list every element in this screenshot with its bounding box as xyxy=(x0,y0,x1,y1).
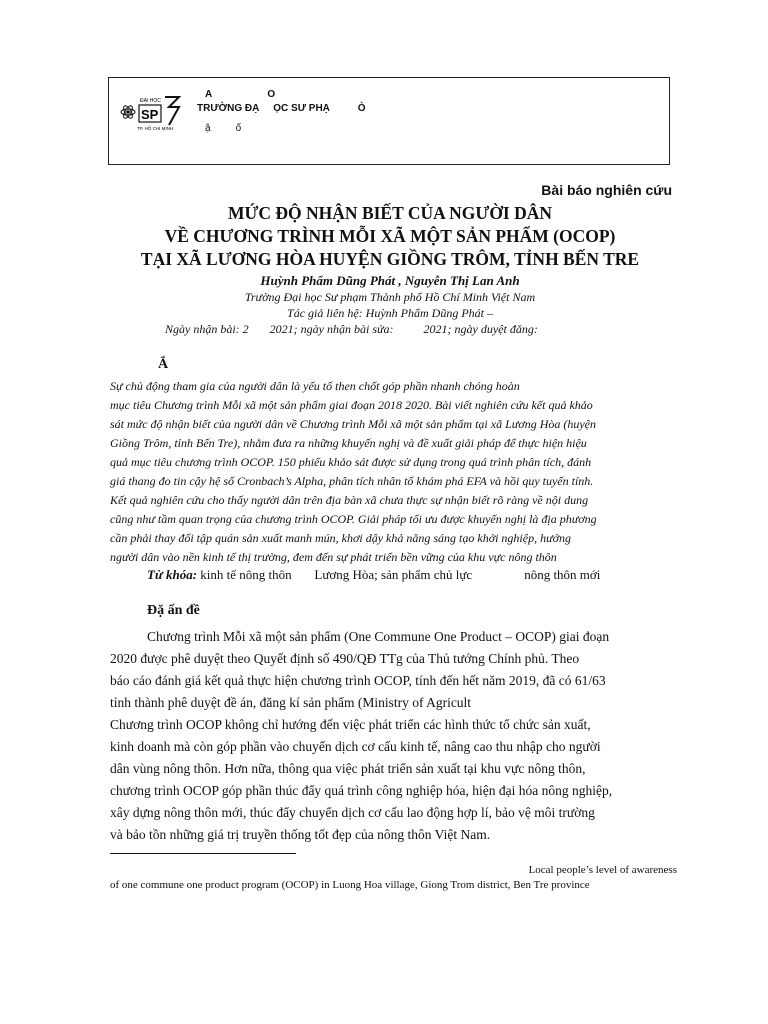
body-line: xây dựng nông thôn mới, thúc đẩy chuyển dịch cơ cấu lao động hợp lí, bảo vệ môi trường xyxy=(110,805,595,820)
footnote-rule xyxy=(110,853,296,854)
body-line: Chương trình OCOP không chỉ hướng đến việc phát triển các hình thức tổ chức sản xuất, xyxy=(110,717,591,732)
svg-text:SP: SP xyxy=(141,107,159,122)
header-line-2: TRƯỜNG ĐẠ ỌC SƯ PHẠ Ò xyxy=(197,103,366,114)
svg-text:TP. HỒ CHÍ MINH: TP. HỒ CHÍ MINH xyxy=(137,126,174,131)
keywords xyxy=(147,567,600,583)
abstract-line: người dân vào nền kinh tế thị trường, đem đến sự phát triển bền vững của khu vực nông thôn xyxy=(110,550,557,564)
corresponding-author: Tác giả liên hệ: Huỳnh Phẩm Dũng Phát – xyxy=(287,306,493,320)
article-type-label: Bài báo nghiên cứu xyxy=(541,182,672,198)
title-line-1: MỨC ĐỘ NHẬN BIẾT CỦA NGƯỜI DÂN xyxy=(227,203,553,223)
abstract-line: giá thang đo tin cậy hệ số Cronbach’s Alpha, phân tích nhân tố khám phá EFA và hồi quy tuyến tính. xyxy=(110,474,594,488)
body-line: dân vùng nông thôn. Hơn nữa, thông qua việc phát triển sản xuất tại khu vực nông thôn, xyxy=(110,761,586,776)
title-line-2: VỀ CHƯƠNG TRÌNH MỖI XÃ MỘT SẢN PHẨM (OCOP) xyxy=(164,226,616,246)
abstract-line: mục tiêu Chương trình Mỗi xã một sản phẩm giai đoạn 2018 2020. Bài viết nghiên cứu kết quả khảo xyxy=(110,398,593,412)
abstract-line: cần phải thay đổi tập quán sản xuất manh mún, khơi dậy khả năng sáng tạo khởi nghiệp, hướng xyxy=(110,531,572,545)
body-line: báo cáo đánh giá kết quả thực hiện chương trình OCOP, tính đến hết năm 2019, đã có 61/63 xyxy=(110,673,606,688)
svg-text:ĐẠI HỌC: ĐẠI HỌC xyxy=(140,98,161,104)
footnote-line-2: of one commune one product program (OCOP) in Luong Hoa village, Giong Trom district, Ben Tre province xyxy=(110,879,590,891)
body-line: 2020 được phê duyệt theo Quyết định số 490/QĐ TTg của Thủ tướng Chính phủ. Theo xyxy=(110,651,580,666)
keywords-label: Từ khóa: xyxy=(147,567,198,582)
abstract-line: Kết quả nghiên cứu cho thấy người dân trên địa bàn xã chưa thực sự nhận biết rõ ràng về nội dung xyxy=(110,493,589,507)
title-line-3: TẠI XÃ LƯƠNG HÒA HUYỆN GIỒNG TRÔM, TỈNH BẾN TRE xyxy=(140,249,640,269)
affiliation: Trường Đại học Sư phạm Thành phố Hồ Chí Minh Việt Nam xyxy=(244,290,536,304)
university-logo xyxy=(119,91,181,133)
body-line: chương trình OCOP góp phần thúc đẩy quá trình công nghiệp hóa, hiện đại hóa nông nghiệp, xyxy=(110,783,613,798)
abstract-line: Sự chủ động tham gia của người dân là yếu tố then chốt góp phần nhanh chóng hoàn xyxy=(110,379,520,393)
header-line-1: A O xyxy=(205,89,276,100)
abstract-line: cũng như tầm quan trọng của chương trình OCOP. Giải pháp tối ưu được khuyến nghị là địa phương xyxy=(110,512,597,526)
body-line: tỉnh thành phê duyệt đề án, đăng kí sản phẩm (Ministry of Agricult xyxy=(110,695,472,710)
atom-icon xyxy=(121,104,135,119)
body-line: Chương trình Mỗi xã một sản phẩm (One Commune One Product – OCOP) giai đoạn xyxy=(147,629,610,644)
body-line: kinh doanh mà còn góp phần vào chuyển dịch cơ cấu kinh tế, nâng cao thu nhập cho người xyxy=(110,739,601,754)
abstract-line: Giồng Trôm, tỉnh Bến Tre), nhằm đưa ra những khuyến nghị và đề xuất giải pháp để thực hiện hiệu xyxy=(110,436,587,450)
abstract-line: quả mục tiêu chương trình OCOP. 150 phiếu khảo sát được sử dụng trong quá trình phân tích, đánh xyxy=(110,455,592,469)
section-heading: Đặ ấn đề xyxy=(147,603,200,618)
journal-header xyxy=(108,77,670,165)
footnote-line-1: Local people’s level of awareness xyxy=(528,864,677,876)
submission-dates: Ngày nhận bài: 2 2021; ngày nhận bài sửa: 2021; ngày duyệt đăng: xyxy=(165,322,538,336)
abstract-heading: Ắ xyxy=(158,357,169,372)
keywords-text: kinh tế nông thôn Lương Hòa; sản phẩm chủ lực nông thôn mới xyxy=(197,567,601,582)
header-line-3: ậ ố xyxy=(205,123,242,134)
body-line: và bảo tồn những giá trị truyền thống tốt đẹp của nông thôn Việt Nam. xyxy=(110,827,491,842)
authors: Huỳnh Phẩm Dũng Phát , Nguyễn Thị Lan Anh xyxy=(260,273,520,288)
abstract-line: sát mức độ nhận biết của người dân về Chương trình Mỗi xã một sản phẩm tại xã Lương Hòa (huyện xyxy=(110,417,597,431)
